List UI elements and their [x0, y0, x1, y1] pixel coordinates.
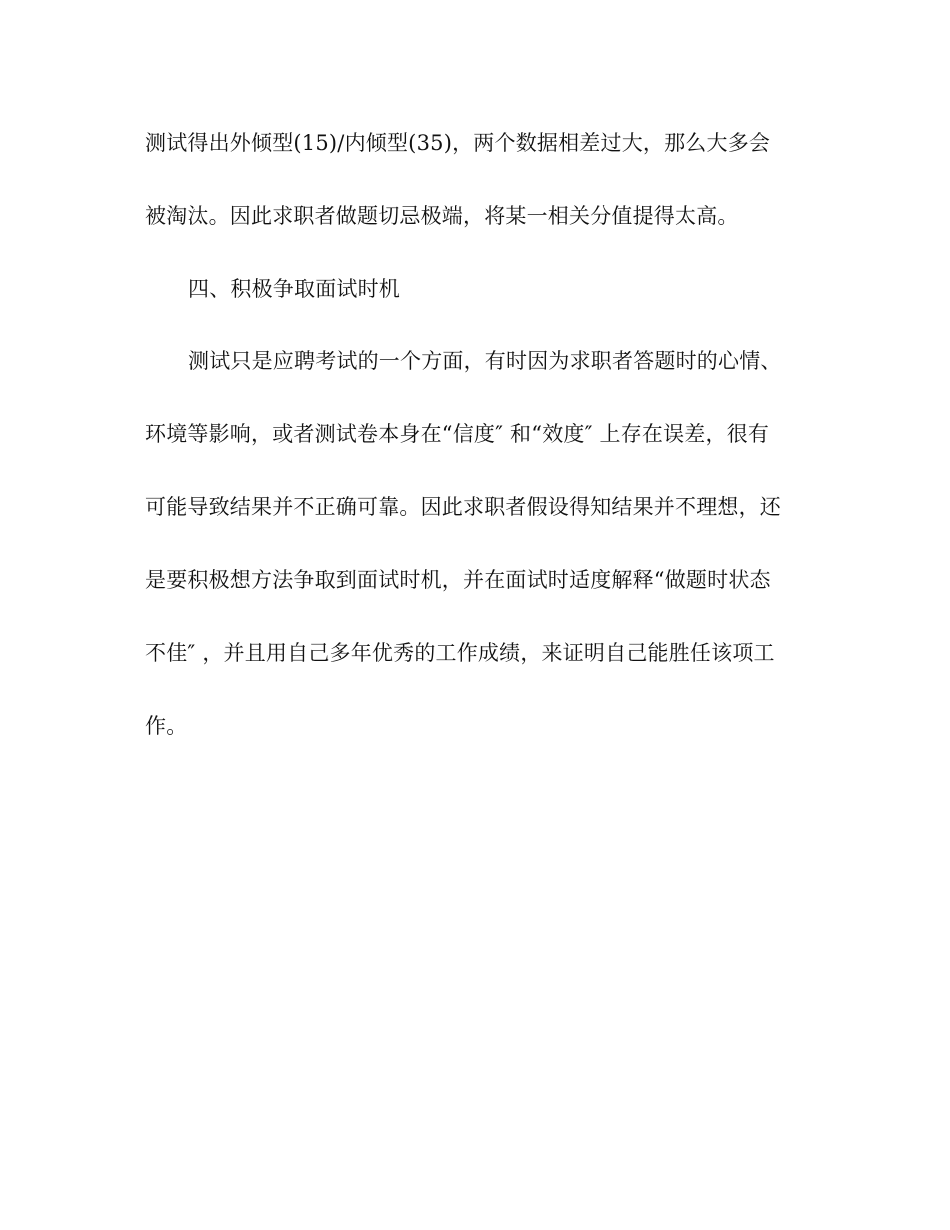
section-heading: 四、积极争取面试时机 — [188, 277, 400, 301]
paragraph-line-1: 测试得出外倾型(15)/内倾型(35)，两个数据相差过大，那么大多会 — [145, 131, 771, 155]
paragraph-line-5: 可能导致结果并不正确可靠。因此求职者假设得知结果并不理想，还 — [145, 495, 781, 519]
paragraph-line-2: 被淘汰。因此求职者做题切忌极端，将某一相关分值提得太高。 — [145, 204, 739, 228]
paragraph-line-3: 测试只是应聘考试的一个方面，有时因为求职者答题时的心情、 — [188, 349, 782, 373]
paragraph-line-6: 是要积极想方法争取到面试时机，并在面试时适度解释“做题时状态 — [145, 568, 771, 592]
paragraph-line-7: 不佳″ ，并且用自己多年优秀的工作成绩，来证明自己能胜任该项工 — [145, 641, 775, 665]
paragraph-line-8: 作。 — [145, 714, 188, 738]
paragraph-line-4: 环境等影响，或者测试卷本身在“信度″ 和“效度″ 上存在误差，很有 — [145, 422, 770, 446]
